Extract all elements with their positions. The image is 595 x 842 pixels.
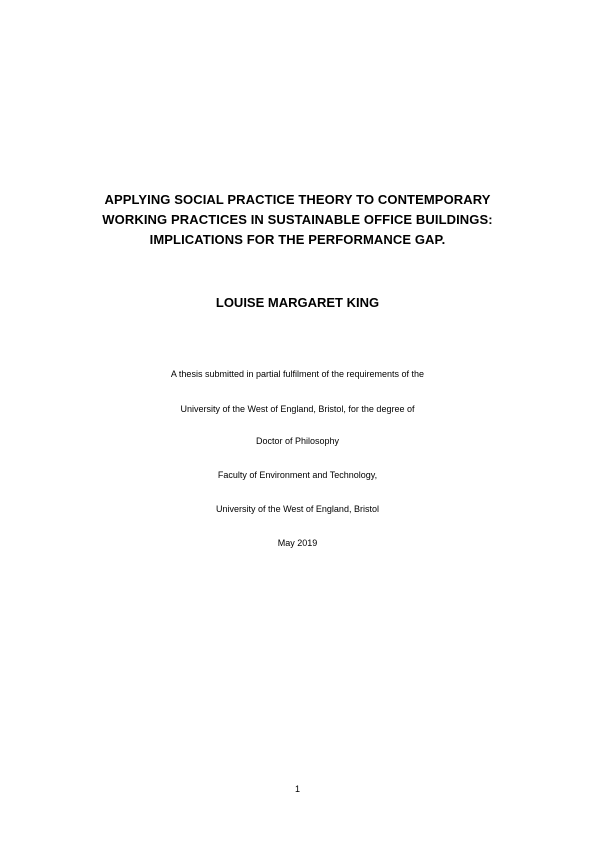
- thesis-title-line-2: WORKING PRACTICES IN SUSTAINABLE OFFICE BUILDINGS:: [102, 212, 493, 227]
- page-number: 1: [294, 784, 300, 794]
- submission-statement-line-2: University of the West of England, Bristol, for the degree of: [180, 404, 415, 414]
- thesis-title-line-1: APPLYING SOCIAL PRACTICE THEORY TO CONTEMPORARY: [104, 192, 491, 207]
- degree-name: Doctor of Philosophy: [255, 436, 340, 446]
- faculty-name: Faculty of Environment and Technology,: [217, 470, 378, 480]
- university-name: University of the West of England, Bristol: [216, 504, 379, 514]
- submission-date: May 2019: [277, 538, 318, 548]
- submission-statement-line-1: A thesis submitted in partial fulfilment of the requirements of the: [170, 369, 425, 379]
- thesis-title-line-3: IMPLICATIONS FOR THE PERFORMANCE GAP.: [149, 232, 446, 247]
- author-name: LOUISE MARGARET KING: [215, 295, 380, 310]
- thesis-title: [0, 190, 595, 250]
